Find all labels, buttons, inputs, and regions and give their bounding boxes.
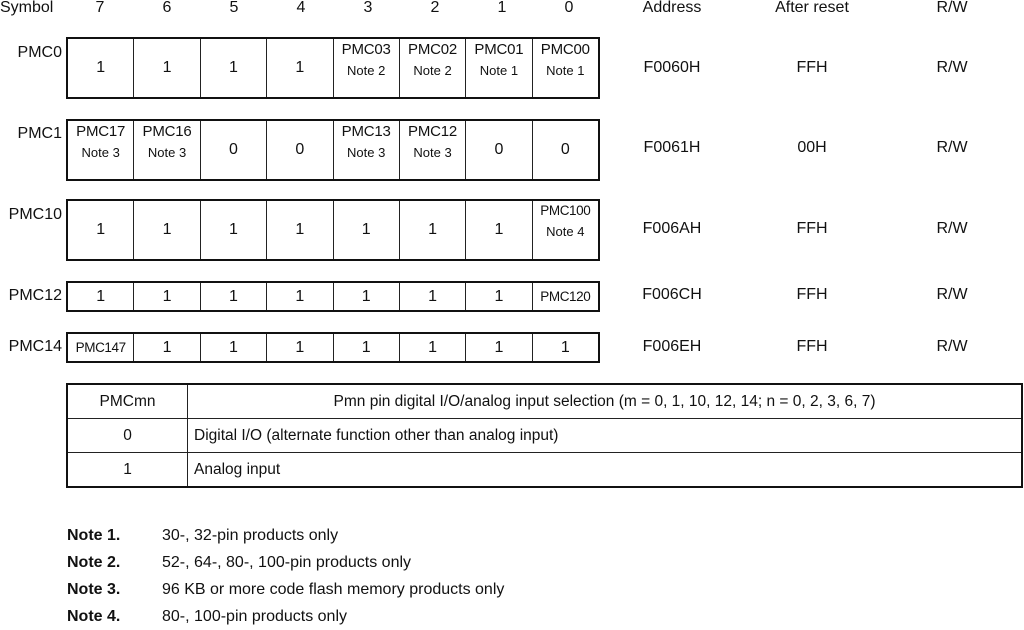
bit-cell: 1 — [266, 39, 332, 97]
bit-3-header: 3 — [363, 0, 373, 16]
address-pmc0: F0060H — [643, 59, 701, 76]
register-symbol-pmc1: PMC1 — [17, 125, 62, 142]
bit-cell: 1 — [333, 283, 399, 310]
bit-7-header: 7 — [95, 0, 105, 16]
bit-cell: 1 — [532, 334, 598, 361]
address-header: Address — [642, 0, 702, 16]
bit-cell: 1 — [266, 283, 332, 310]
notes-list — [67, 522, 504, 630]
bit-cell: PMC02 Note 2 — [399, 39, 465, 97]
bit-cell: 1 — [133, 283, 199, 310]
after-reset-pmc0: FFH — [796, 59, 828, 76]
register-symbol-pmc0: PMC0 — [17, 44, 62, 61]
bit-5-header: 5 — [229, 0, 239, 16]
bit-cell: 0 — [465, 121, 531, 179]
bit-cell: PMC147 — [75, 339, 126, 355]
bit-0-header: 0 — [564, 0, 574, 16]
rw-header: R/W — [936, 0, 968, 16]
register-pmc14 — [66, 332, 600, 363]
bit-cell: PMC100 Note 4 — [532, 201, 598, 259]
bit-cell: 1 — [399, 283, 465, 310]
after-reset-header: After reset — [775, 0, 849, 16]
register-pmc10 — [66, 199, 600, 261]
rw-pmc0: R/W — [936, 59, 968, 76]
address-pmc14: F006EH — [642, 338, 702, 355]
bit-cell: 1 — [333, 334, 399, 361]
address-pmc1: F0061H — [643, 139, 701, 156]
table-cell: Digital I/O (alternate function other than analog input) — [188, 419, 1022, 453]
note-item — [67, 522, 504, 549]
bit-cell: 1 — [200, 39, 266, 97]
bit-cell: 1 — [133, 201, 199, 259]
note-item — [67, 576, 504, 603]
bit-cell: 1 — [133, 334, 199, 361]
table-header-cell: PMCmn — [68, 385, 188, 419]
bit-cell: PMC00 Note 1 — [532, 39, 598, 97]
table-header-cell: Pmn pin digital I/O/analog input selection (m = 0, 1, 10, 12, 14; n = 0, 2, 3, 6, 7) — [188, 385, 1022, 419]
bit-4-header: 4 — [296, 0, 306, 16]
bit-cell: PMC01 Note 1 — [465, 39, 531, 97]
note-key: Note 4. — [67, 607, 121, 625]
bit-2-header: 2 — [430, 0, 440, 16]
note-text: 52-, 64-, 80-, 100-pin products only — [162, 553, 412, 571]
after-reset-pmc1: 00H — [797, 139, 827, 156]
table-cell: 0 — [68, 419, 188, 453]
table-cell: Analog input — [188, 453, 1022, 487]
note-key: Note 3. — [67, 580, 121, 598]
bit-cell: 1 — [96, 287, 106, 305]
bit-cell: 1 — [96, 221, 106, 238]
table-row — [68, 453, 1021, 487]
rw-pmc14: R/W — [936, 338, 968, 355]
rw-pmc10: R/W — [936, 220, 968, 237]
bit-cell: PMC120 — [532, 283, 598, 310]
note-item — [67, 603, 504, 630]
bit-6-header: 6 — [162, 0, 172, 16]
bit-cell: 1 — [465, 201, 531, 259]
bit-cell: 1 — [266, 201, 332, 259]
table-cell: 1 — [68, 453, 188, 487]
rw-pmc12: R/W — [936, 286, 968, 303]
bit-cell: PMC16 Note 3 — [133, 121, 199, 179]
register-symbol-pmc12: PMC12 — [8, 287, 62, 304]
note-key: Note 1. — [67, 526, 121, 544]
note-text: 30-, 32-pin products only — [162, 526, 339, 544]
bit-cell: 1 — [465, 283, 531, 310]
after-reset-pmc10: FFH — [796, 220, 828, 237]
register-pmc0 — [66, 37, 600, 99]
register-pmc1 — [66, 119, 600, 181]
rw-pmc1: R/W — [936, 139, 968, 156]
bit-cell: 1 — [465, 334, 531, 361]
bit-cell: PMC03 Note 2 — [333, 39, 399, 97]
address-pmc10: F006AH — [642, 220, 702, 237]
note-key: Note 2. — [67, 553, 121, 571]
register-symbol-pmc10: PMC10 — [8, 206, 62, 223]
after-reset-pmc12: FFH — [796, 286, 828, 303]
bit-cell: 1 — [133, 39, 199, 97]
bit-cell: 1 — [399, 201, 465, 259]
bit-cell: 0 — [532, 121, 598, 179]
bit-cell: 1 — [200, 201, 266, 259]
bit-cell: 1 — [333, 201, 399, 259]
register-pmc12 — [66, 281, 600, 312]
address-pmc12: F006CH — [642, 286, 702, 303]
bit-cell: 1 — [266, 334, 332, 361]
bit-cell: 0 — [266, 121, 332, 179]
bit-cell: PMC13 Note 3 — [333, 121, 399, 179]
bit-description-table — [66, 383, 1023, 488]
register-symbol-pmc14: PMC14 — [8, 338, 62, 355]
table-row — [68, 419, 1021, 453]
bit-cell: 1 — [96, 59, 106, 76]
table-header-row — [68, 385, 1021, 419]
after-reset-pmc14: FFH — [796, 338, 828, 355]
bit-cell: PMC17 Note 3 — [76, 123, 126, 160]
bit-cell: 1 — [399, 334, 465, 361]
bit-cell: 1 — [200, 283, 266, 310]
note-text: 96 KB or more code flash memory products only — [162, 580, 505, 598]
symbol-header: Symbol — [0, 0, 54, 16]
bit-cell: PMC12 Note 3 — [399, 121, 465, 179]
bit-1-header: 1 — [497, 0, 507, 16]
note-item — [67, 549, 504, 576]
bit-cell: 1 — [200, 334, 266, 361]
note-text: 80-, 100-pin products only — [162, 607, 347, 625]
bit-cell: 0 — [200, 121, 266, 179]
